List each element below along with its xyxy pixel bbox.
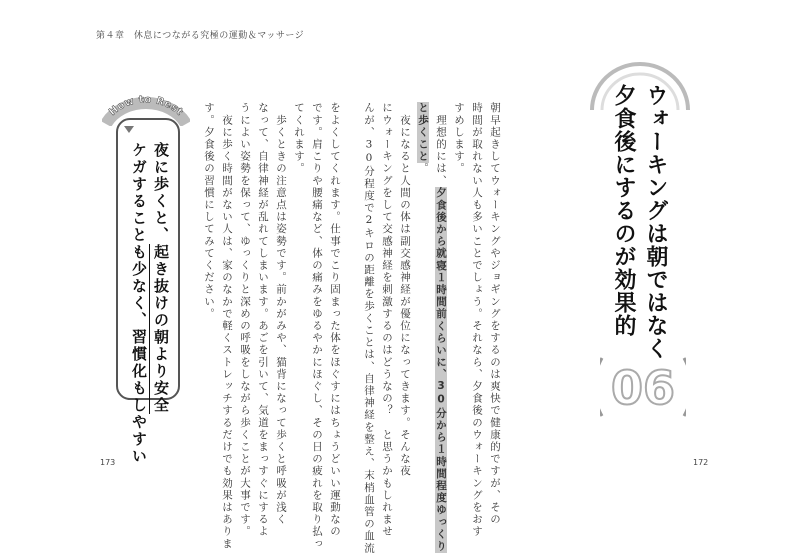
triangle-marker-icon bbox=[124, 126, 134, 133]
title-line-2: 夕食後にするのが効果的 bbox=[611, 84, 636, 337]
highlight-b: 30分から１時間程度ゆっくり bbox=[435, 380, 447, 553]
body-column: うによい姿勢を保って、ゆっくりと深めの呼吸をしながら歩くことが大事です。 bbox=[239, 102, 251, 538]
body-column: すめします。 bbox=[453, 102, 465, 175]
body-column-tail: 。 bbox=[417, 162, 429, 175]
how-to-rest-label: How to Rest bbox=[107, 94, 185, 119]
body-column bbox=[414, 102, 432, 432]
page-number-right: 172 bbox=[693, 458, 709, 467]
body-column: てくれます。 bbox=[293, 102, 305, 175]
body-column: 夜に歩く時間がない人は、家のなかで軽くストレッチするだけでも効果はありま bbox=[221, 102, 233, 550]
section-number-text: 06 bbox=[610, 361, 676, 415]
body-column: です。肩こりや腰痛など、体の痛みをゆるやかにほぐし、その日の疲れを取り払っ bbox=[311, 102, 323, 550]
rest-tip-line-1 bbox=[151, 142, 172, 414]
highlight-a: 夕食後から就寝１時間前くらいに、 bbox=[435, 186, 447, 381]
title-line-1: ウォーキングは朝ではなく bbox=[643, 84, 668, 360]
body-column: 朝早起きしてウォーキングやジョギングをするのは爽快で健康的ですが、その bbox=[489, 102, 501, 526]
body-column: んが、30分程度で2キロの距離を歩くことは、自律神経を整え、末梢血管の血流 bbox=[363, 102, 375, 554]
rest-tip-line-1b: 起き抜けの朝より安全 bbox=[152, 244, 170, 414]
body-column: にウォーキングをして交感神経を刺激するのはどうなの？ と思うかもしれませ bbox=[381, 102, 393, 538]
body-column: なって、自律神経が乱れてしまいます。あごを引いて、気道をまっすぐにするよ bbox=[257, 102, 269, 538]
body-column: す。夕食後の習慣にしてみてください。 bbox=[203, 102, 215, 320]
left-body-text bbox=[200, 102, 344, 550]
how-to-rest-box bbox=[116, 118, 180, 465]
right-body-text bbox=[360, 102, 504, 554]
chapter-number: 第４章 bbox=[96, 31, 125, 41]
body-column-start: 理想的には、 bbox=[435, 102, 447, 187]
rest-tip-line-1a: 夜に歩くと、 bbox=[152, 142, 170, 244]
body-column: 夜になると人間の体は副交感神経が優位になってきます。そんな夜 bbox=[399, 102, 411, 478]
body-column: をよくしてくれます。仕事でこり固まった体をほぐすにはちょうどいい運動なの bbox=[329, 102, 341, 538]
rest-tip-line-2: ケガすることも少なく、習慣化もしやすい bbox=[130, 142, 148, 465]
chapter-title: 休息につながる究極の運動＆マッサージ bbox=[133, 31, 305, 41]
body-column: 時間が取れない人も多いことでしょう。それなら、夕食後のウォーキングをおす bbox=[471, 102, 483, 538]
chapter-header bbox=[96, 28, 310, 41]
section-number bbox=[600, 352, 686, 422]
body-column bbox=[432, 102, 450, 553]
highlight-c: と歩くこと bbox=[417, 102, 429, 163]
body-column: 歩くときの注意点は姿勢です。前かがみや、猫背になって歩くと呼吸が浅く bbox=[275, 102, 287, 526]
page-number-left: 173 bbox=[100, 458, 116, 467]
